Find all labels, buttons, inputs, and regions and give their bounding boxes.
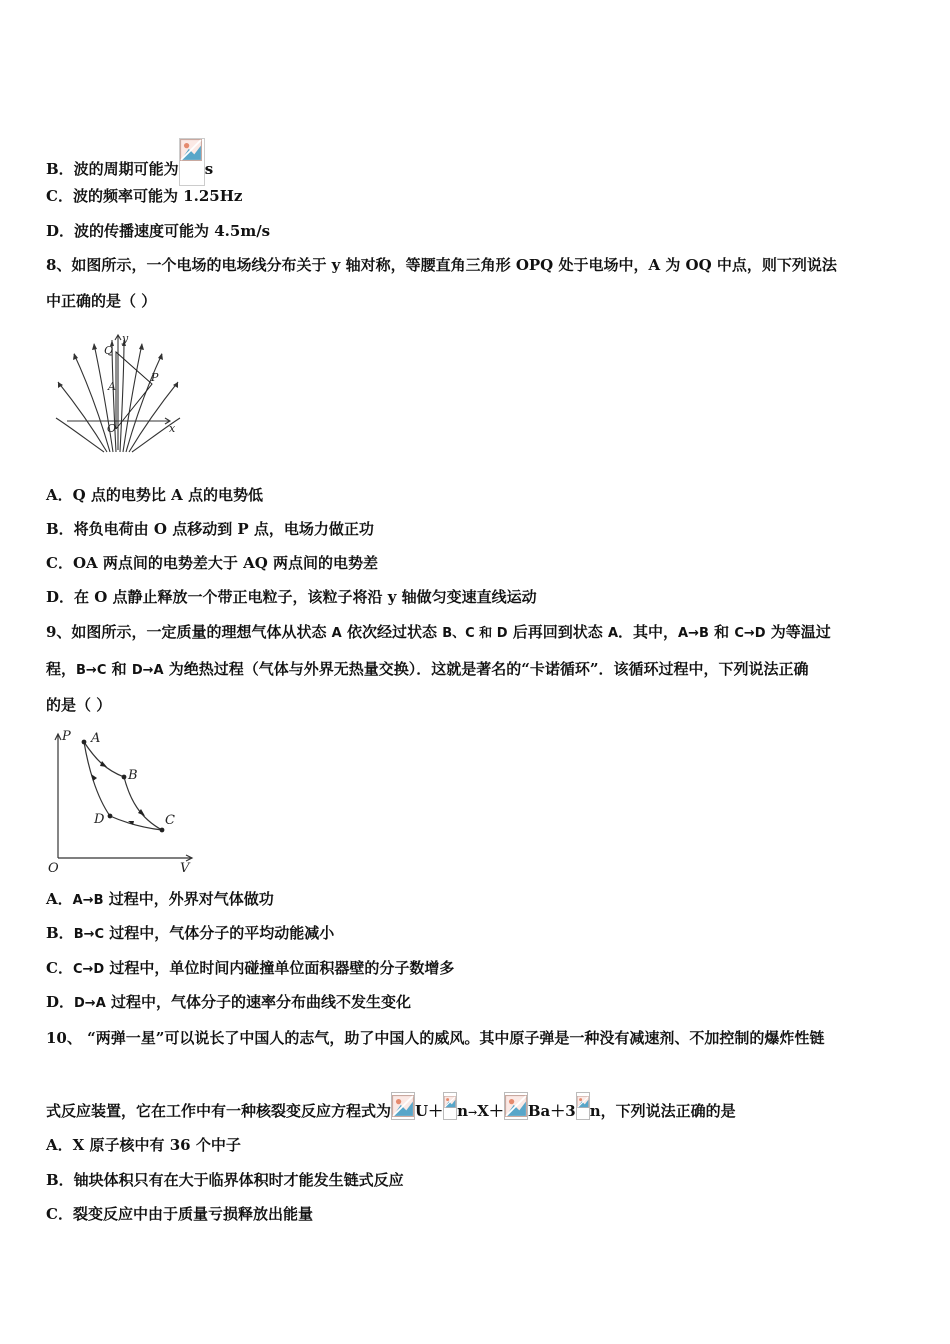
q9-carnot-cycle-figure xyxy=(44,726,204,876)
q7-option-b-unit: s xyxy=(204,160,214,178)
label-C: C xyxy=(165,813,175,828)
q8-stem-line2: 中正确的是（ ） xyxy=(46,292,157,310)
q7-option-b-text: B．波的周期可能为 xyxy=(46,160,179,178)
label-O: O xyxy=(107,422,117,435)
broken-image-icon xyxy=(577,1093,589,1111)
label-D: D xyxy=(94,812,105,827)
label-x: x xyxy=(169,422,176,435)
q9-option-c: C．C→D 过程中，单位时间内碰撞单位面积器壁的分子数增多 xyxy=(46,959,455,977)
q7-option-c: C．波的频率可能为 1.25Hz xyxy=(46,187,243,205)
broken-image-icon xyxy=(505,1093,527,1119)
label-O: O xyxy=(48,861,59,876)
q8-stem-line1: 8、如图所示，一个电场的电场线分布关于 y 轴对称，等腰直角三角形 OPQ 处于电场中，A 为 OQ 中点，则下列说法 xyxy=(46,256,837,274)
q8-option-b: B．将负电荷由 O 点移动到 P 点，电场力做正功 xyxy=(46,520,374,538)
q10-option-a: A．X 原子核中有 36 个中子 xyxy=(46,1136,241,1154)
q10-stem-line1: 10、 “两弹一星”可以说长了中国人的志气，助了中国人的威风。其中原子弹是一种没有减速剂、不加控制的爆炸性链 xyxy=(46,1029,825,1047)
label-P: P xyxy=(151,371,159,384)
label-A: A xyxy=(91,731,101,746)
formula-image-neutron xyxy=(443,1092,457,1120)
q9-option-b: B．B→C 过程中，气体分子的平均动能减小 xyxy=(46,924,335,942)
q8-option-a: A．Q 点的电势比 A 点的电势低 xyxy=(46,486,264,504)
label-y: y xyxy=(122,332,129,345)
formula-image-period xyxy=(179,138,205,186)
formula-image-barium xyxy=(504,1092,528,1120)
label-B: B xyxy=(128,768,138,783)
label-V-axis: V xyxy=(180,861,190,876)
label-P-axis: P xyxy=(62,729,71,744)
q10-option-b: B．铀块体积只有在大于临界体积时才能发生链式反应 xyxy=(46,1171,404,1189)
q9-stem-line2: 程，B→C 和 D→A 为绝热过程（气体与外界无热量交换）．这就是著名的“卡诺循环”．该循环过程中，下列说法正确 xyxy=(46,660,809,678)
q8-option-c: C．OA 两点间的电势差大于 AQ 两点间的电势差 xyxy=(46,554,379,572)
q9-stem-line1: 9、如图所示，一定质量的理想气体从状态 A 依次经过状态 B、C 和 D 后再回到状态 A．其中，A→B 和 C→D 为等温过 xyxy=(46,623,831,641)
q8-electric-field-figure xyxy=(52,332,182,457)
q8-option-d: D．在 O 点静止释放一个带正电粒子，该粒子将沿 y 轴做匀变速直线运动 xyxy=(46,588,537,606)
broken-image-icon xyxy=(180,139,202,161)
q9-option-d: D．D→A 过程中，气体分子的速率分布曲线不发生变化 xyxy=(46,993,411,1011)
label-Q: Q xyxy=(104,344,114,357)
broken-image-icon xyxy=(444,1093,456,1111)
label-A: A xyxy=(108,380,116,393)
formula-image-uranium xyxy=(391,1092,415,1120)
formula-image-neutron-2 xyxy=(576,1092,590,1120)
q9-stem-line3: 的是（ ） xyxy=(46,696,112,714)
q9-option-a: A．A→B 过程中，外界对气体做功 xyxy=(46,890,274,908)
q7-option-d: D．波的传播速度可能为 4.5m/s xyxy=(46,222,271,240)
q10-stem-line2: 式反应装置，它在工作中有一种核裂变反应方程式为 U＋ n→X＋ Ba＋3 n，下列说法正确的是 xyxy=(46,1088,736,1121)
q10-option-c: C．裂变反应中由于质量亏损释放出能量 xyxy=(46,1205,313,1223)
q7-option-b xyxy=(46,126,213,179)
broken-image-icon xyxy=(392,1093,414,1119)
